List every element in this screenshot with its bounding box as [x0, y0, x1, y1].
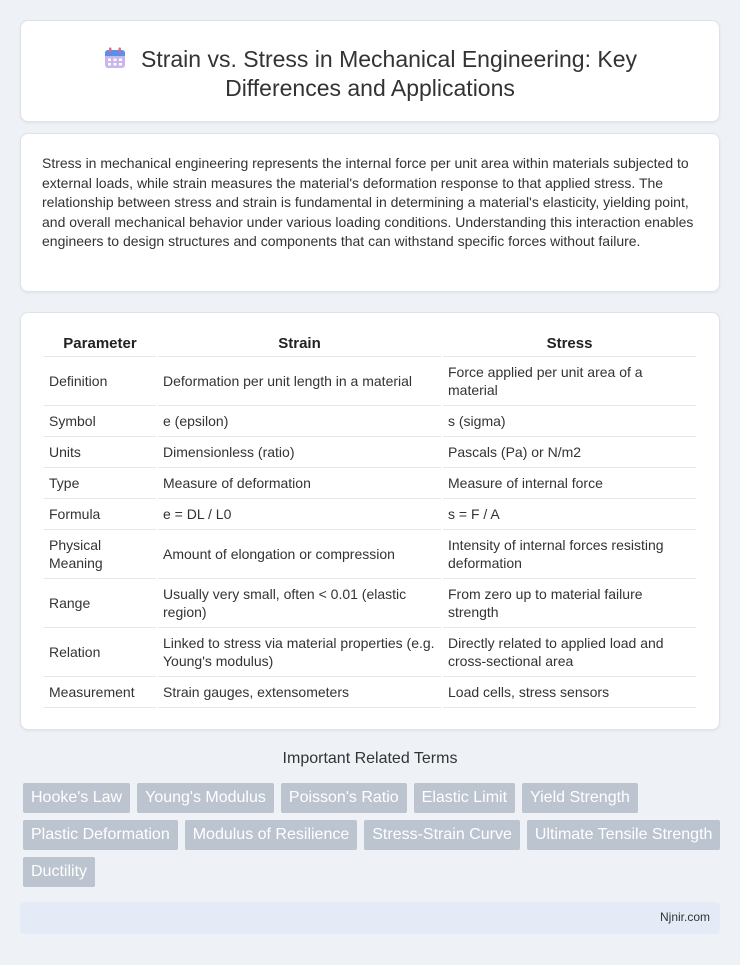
related-terms-list — [23, 783, 723, 887]
row-parameter: Type — [44, 468, 156, 499]
table-row — [44, 437, 696, 468]
tag-ductility[interactable]: Ductility — [23, 857, 95, 887]
row-stress: Measure of internal force — [443, 468, 696, 499]
footer — [20, 902, 720, 934]
row-parameter: Formula — [44, 499, 156, 530]
row-strain: Linked to stress via material properties (e.g. Young's modulus) — [158, 628, 441, 677]
row-strain: Measure of deformation — [158, 468, 441, 499]
header-parameter: Parameter — [44, 331, 156, 357]
row-stress: s (sigma) — [443, 406, 696, 437]
table-row — [44, 468, 696, 499]
page-title — [21, 45, 719, 103]
row-strain: Deformation per unit length in a material — [158, 357, 441, 406]
row-stress: Pascals (Pa) or N/m2 — [443, 437, 696, 468]
table-row — [44, 530, 696, 579]
tag-youngs-modulus[interactable]: Young's Modulus — [137, 783, 274, 813]
row-parameter: Physical Meaning — [44, 530, 156, 579]
row-parameter: Measurement — [44, 677, 156, 708]
title-text: Strain vs. Stress in Mechanical Engineering: Key Differences and Applications — [140, 46, 638, 101]
tag-elastic-limit[interactable]: Elastic Limit — [414, 783, 515, 813]
title-card — [20, 20, 720, 122]
intro-paragraph: Stress in mechanical engineering represents the internal force per unit area within materials subjected to external loads, while strain measures the material's deformation response to that applied stress. The relationship between stress and strain is fundamental in determining a material's elasticity, yielding point, and overall mechanical behavior under various loading conditions. Understanding this interaction enables engineers to design structures and components that can withstand specific forces without failure. — [42, 155, 694, 250]
table-row — [44, 677, 696, 708]
row-stress: Intensity of internal forces resisting deformation — [443, 530, 696, 579]
row-parameter: Definition — [44, 357, 156, 406]
table-row — [44, 357, 696, 406]
table-row — [44, 406, 696, 437]
table-header-row — [44, 331, 696, 357]
table-row — [44, 579, 696, 628]
row-stress: From zero up to material failure strength — [443, 579, 696, 628]
table-row — [44, 628, 696, 677]
comparison-table — [42, 331, 698, 708]
row-stress: Force applied per unit area of a material — [443, 357, 696, 406]
row-strain: Usually very small, often < 0.01 (elastic region) — [158, 579, 441, 628]
row-stress: s = F / A — [443, 499, 696, 530]
table-row — [44, 499, 696, 530]
related-terms-heading: Important Related Terms — [282, 750, 458, 767]
row-stress: Load cells, stress sensors — [443, 677, 696, 708]
tag-ultimate-tensile-strength[interactable]: Ultimate Tensile Strength — [527, 820, 721, 850]
row-parameter: Units — [44, 437, 156, 468]
row-strain: Strain gauges, extensometers — [158, 677, 441, 708]
comparison-card — [20, 312, 720, 730]
row-strain: e = DL / L0 — [158, 499, 441, 530]
row-strain: e (epsilon) — [158, 406, 441, 437]
tag-modulus-of-resilience[interactable]: Modulus of Resilience — [185, 820, 358, 850]
row-parameter: Range — [44, 579, 156, 628]
calendar-icon — [103, 46, 127, 70]
header-stress: Stress — [443, 331, 696, 357]
intro-card — [20, 133, 720, 292]
tag-stress-strain-curve[interactable]: Stress-Strain Curve — [364, 820, 520, 850]
row-stress: Directly related to applied load and cross-sectional area — [443, 628, 696, 677]
tag-plastic-deformation[interactable]: Plastic Deformation — [23, 820, 178, 850]
tag-yield-strength[interactable]: Yield Strength — [522, 783, 638, 813]
row-parameter: Symbol — [44, 406, 156, 437]
row-parameter: Relation — [44, 628, 156, 677]
footer-site[interactable]: Njnir.com — [659, 910, 710, 924]
row-strain: Dimensionless (ratio) — [158, 437, 441, 468]
tag-poissons-ratio[interactable]: Poisson's Ratio — [281, 783, 407, 813]
header-strain: Strain — [158, 331, 441, 357]
tag-hookes-law[interactable]: Hooke's Law — [23, 783, 130, 813]
row-strain: Amount of elongation or compression — [158, 530, 441, 579]
